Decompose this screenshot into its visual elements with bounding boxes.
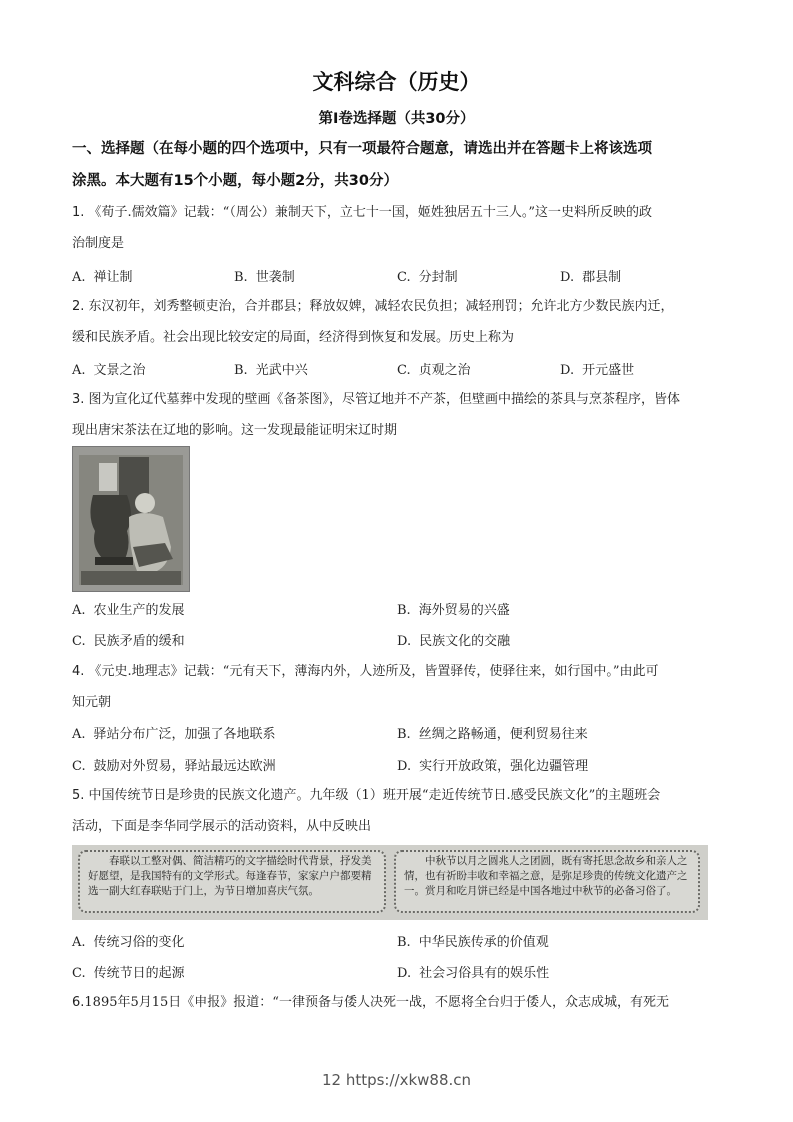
option-text: 郡县制 <box>582 270 622 285</box>
option-3a[interactable] <box>72 599 185 618</box>
option-5a[interactable] <box>72 931 185 950</box>
question-5 <box>72 780 727 842</box>
section-heading-line-1: 一、选择题（在每小题的四个选项中，只有一项最符合题意，请选出并在答题卡上将该选项 <box>72 141 652 157</box>
question-number: 6. <box>72 995 85 1010</box>
page-footer: 12 https://xkw88.cn <box>321 1071 472 1089</box>
option-text: 分封制 <box>418 270 458 285</box>
question-text-line: 知元朝 <box>72 695 112 710</box>
question-text-line: 1895年5月15日《申报》报道：“一律预备与倭人决死一战，不愿将全台归于倭人，众志成城，有死无 <box>84 995 669 1010</box>
option-text: 海外贸易的兴盛 <box>418 603 510 618</box>
option-label: B. <box>397 727 411 742</box>
question-text-line: 中国传统节日是珍贵的民族文化遗产。九年级（1）班开展“走近传统节日.感受民族文化”的主题班会 <box>88 788 661 803</box>
question-number: 2. <box>72 299 85 314</box>
question-number: 4. <box>72 664 85 679</box>
question-6 <box>72 987 727 1018</box>
option-4c[interactable] <box>72 755 276 774</box>
option-text: 鼓励对外贸易，驿站最远达欧洲 <box>93 759 276 774</box>
option-text: 禅让制 <box>93 270 133 285</box>
activity-materials-image <box>72 845 708 920</box>
option-5d[interactable] <box>397 962 549 981</box>
question-text-line: 东汉初年，刘秀整顿吏治，合并郡县；释放奴婢，减轻农民负担；减轻刑罚；允许北方少数民族内迁， <box>88 299 674 314</box>
option-4b[interactable] <box>397 723 588 742</box>
option-2c[interactable] <box>397 359 471 378</box>
question-number: 1. <box>72 205 85 220</box>
option-4d[interactable] <box>397 755 588 774</box>
option-label: B. <box>234 363 248 378</box>
spring-couplet-material: 春联以工整对偶、简洁精巧的文字描绘时代背景，抒发美好愿望，是我国特有的文学形式。每逢春节，家家户户都要精选一副大红春联贴于门上，为节日增加喜庆气氛。 <box>78 850 386 913</box>
option-label: B. <box>234 270 248 285</box>
option-5b[interactable] <box>397 931 549 950</box>
option-text: 中华民族传承的价值观 <box>418 935 549 950</box>
question-text-line: 图为宣化辽代墓葬中发现的壁画《备茶图》，尽管辽地并不产茶，但壁画中描绘的茶具与烹茶程序，皆体 <box>88 392 681 407</box>
option-2b[interactable] <box>234 359 308 378</box>
option-1d[interactable] <box>560 266 621 285</box>
option-text: 驿站分布广泛，加强了各地联系 <box>93 727 276 742</box>
option-label: A. <box>72 727 86 742</box>
option-5c[interactable] <box>72 962 185 981</box>
option-text: 实行开放政策，强化边疆管理 <box>419 759 589 774</box>
option-label: C. <box>397 363 411 378</box>
option-3c[interactable] <box>72 630 185 649</box>
option-text: 社会习俗具有的娱乐性 <box>419 966 550 981</box>
option-label: A. <box>72 363 86 378</box>
option-text: 传统节日的起源 <box>93 966 185 981</box>
option-label: D. <box>560 363 575 378</box>
question-text-line: 活动，下面是李华同学展示的活动资料，从中反映出 <box>72 819 372 834</box>
option-1b[interactable] <box>234 266 295 285</box>
option-label: A. <box>72 270 86 285</box>
question-4 <box>72 656 727 718</box>
option-text: 丝绸之路畅通，便利贸易往来 <box>418 727 588 742</box>
option-text: 开元盛世 <box>582 363 635 378</box>
question-text-line: 《荀子.儒效篇》记载：“（周公）兼制天下，立七十一国，姬姓独居五十三人。”这一史料所反映的政 <box>88 205 652 220</box>
page-title: 文科综合（历史） <box>312 70 481 94</box>
option-2d[interactable] <box>560 359 634 378</box>
option-label: A. <box>72 935 86 950</box>
option-text: 贞观之治 <box>418 363 471 378</box>
question-2 <box>72 291 727 353</box>
option-3d[interactable] <box>397 630 510 649</box>
tea-preparation-mural-image <box>72 446 190 592</box>
option-label: D. <box>560 270 575 285</box>
part-subtitle: 第Ⅰ卷选择题（共30分） <box>318 111 475 127</box>
mural-illustration-icon <box>73 447 189 591</box>
section-heading-line-2: 涂黑。本大题有15个小题，每小题2分，共30分） <box>72 173 398 189</box>
question-text-line: 缓和民族矛盾。社会出现比较安定的局面，经济得到恢复和发展。历史上称为 <box>72 330 515 345</box>
mid-autumn-material: 中秋节以月之圆兆人之团圆，既有寄托思念故乡和亲人之情，也有祈盼丰收和幸福之意，是弥足珍贵的传统文化遗产之一。赏月和吃月饼已经是中国各地过中秋节的必备习俗了。 <box>394 850 700 913</box>
option-text: 农业生产的发展 <box>93 603 185 618</box>
question-number: 5. <box>72 788 85 803</box>
option-4a[interactable] <box>72 723 276 742</box>
option-label: D. <box>397 759 412 774</box>
option-2a[interactable] <box>72 359 146 378</box>
option-text: 世袭制 <box>255 270 295 285</box>
question-number: 3. <box>72 392 85 407</box>
question-text-line: 现出唐宋茶法在辽地的影响。这一发现最能证明宋辽时期 <box>72 423 398 438</box>
option-label: A. <box>72 603 86 618</box>
option-3b[interactable] <box>397 599 510 618</box>
option-label: D. <box>397 634 412 649</box>
option-text: 传统习俗的变化 <box>93 935 185 950</box>
option-text: 文景之治 <box>93 363 146 378</box>
option-label: B. <box>397 603 411 618</box>
option-text: 光武中兴 <box>255 363 308 378</box>
question-1 <box>72 197 727 259</box>
option-text: 民族文化的交融 <box>419 634 511 649</box>
question-text-line: 《元史.地理志》记载：“元有天下，薄海内外，人迹所及，皆置驿传，使驿往来，如行国中。”由此可 <box>88 664 659 679</box>
option-label: C. <box>72 634 86 649</box>
option-label: C. <box>72 966 86 981</box>
option-label: B. <box>397 935 411 950</box>
section-heading <box>72 133 732 197</box>
option-label: C. <box>72 759 86 774</box>
question-3 <box>72 384 727 446</box>
option-text: 民族矛盾的缓和 <box>93 634 185 649</box>
option-1c[interactable] <box>397 266 458 285</box>
option-1a[interactable] <box>72 266 133 285</box>
question-text-line: 治制度是 <box>72 236 125 251</box>
option-label: C. <box>397 270 411 285</box>
option-label: D. <box>397 966 412 981</box>
